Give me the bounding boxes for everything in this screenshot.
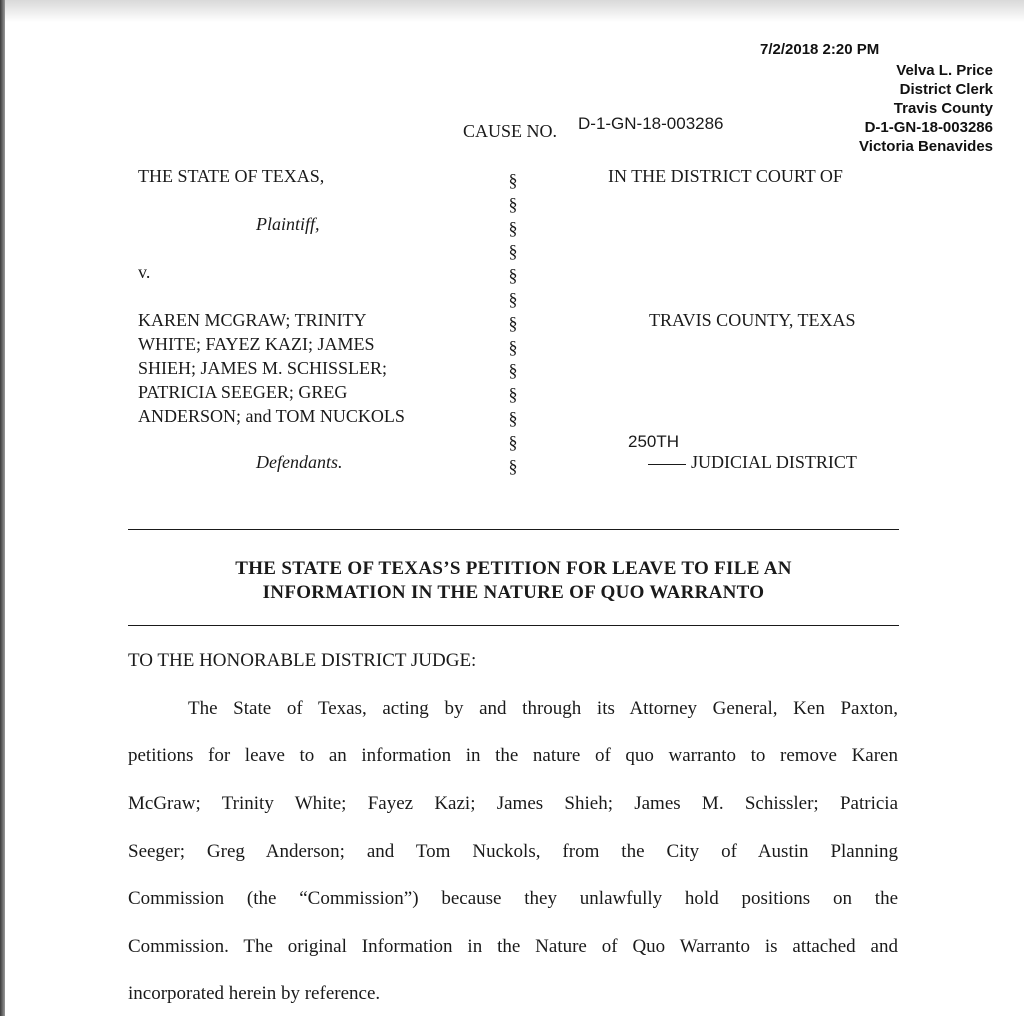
defendants-line: SHIEH; JAMES M. SCHISSLER;	[138, 358, 388, 378]
cause-number-label: CAUSE NO.	[463, 121, 558, 141]
filing-stamp	[859, 61, 993, 156]
document-title	[128, 557, 899, 605]
filing-stamp-county: Travis County	[893, 100, 993, 117]
cause-number-value: D-1-GN-18-003286	[578, 114, 724, 133]
defendants-line: PATRICIA SEEGER; GREG	[138, 382, 348, 402]
court-line: IN THE DISTRICT COURT OF	[608, 166, 843, 186]
section-symbol: §	[508, 384, 518, 405]
defendants-line: ANDERSON; and TOM NUCKOLS	[138, 406, 405, 426]
defendants-line: WHITE; FAYEZ KAZI; JAMES	[138, 334, 375, 354]
scan-top-shadow	[0, 0, 1024, 22]
filing-stamp-deputy: Victoria Benavides	[859, 138, 993, 155]
plaintiff-role: Plaintiff,	[256, 214, 320, 234]
defendants-list	[138, 308, 405, 428]
section-symbol: §	[508, 407, 518, 428]
section-symbol: §	[508, 193, 518, 214]
filing-stamp-clerk-title: District Clerk	[899, 81, 993, 98]
section-symbol: §	[508, 455, 518, 476]
section-symbol: §	[508, 241, 518, 262]
title-top-rule	[128, 529, 899, 530]
filing-stamp-cause-number: D-1-GN-18-003286	[864, 119, 993, 136]
scan-left-edge	[0, 0, 5, 1016]
section-symbol: §	[508, 431, 518, 452]
body-text-line: incorporated herein by reference.	[128, 983, 381, 1004]
section-symbol-column	[505, 169, 521, 478]
section-symbol: §	[508, 312, 518, 333]
body-text-line: McGraw; Trinity White; Fayez Kazi; James Shieh; James M. Schissler; Patricia	[128, 793, 898, 814]
salutation: TO THE HONORABLE DISTRICT JUDGE:	[128, 650, 477, 671]
judicial-district-label: JUDICIAL DISTRICT	[691, 452, 857, 472]
body-text-line: Seeger; Greg Anderson; and Tom Nuckols, from the City of Austin Planning	[128, 841, 898, 862]
title-bottom-rule	[128, 625, 899, 626]
body-text-line: The State of Texas, acting by and through its Attorney General, Ken Paxton,	[188, 698, 898, 719]
defendants-role: Defendants.	[256, 452, 343, 472]
section-symbol: §	[508, 288, 518, 309]
document-title-line: INFORMATION IN THE NATURE OF QUO WARRANTO	[262, 582, 765, 603]
body-text-line: Commission (the “Commission”) because they unlawfully hold positions on the	[128, 888, 898, 909]
judicial-district-line	[648, 452, 857, 473]
section-symbol: §	[508, 336, 518, 357]
district-blank-underline	[648, 464, 686, 465]
versus: v.	[138, 262, 151, 282]
body-text-line: petitions for leave to an information in the nature of quo warranto to remove Karen	[128, 745, 898, 766]
judicial-district-number: 250TH	[628, 432, 680, 451]
section-symbol: §	[508, 217, 518, 238]
section-symbol: §	[508, 360, 518, 381]
body-text-line: Commission. The original Information in the Nature of Quo Warranto is attached and	[128, 936, 898, 957]
defendants-line: KAREN MCGRAW; TRINITY	[138, 310, 367, 330]
filing-stamp-clerk-name: Velva L. Price	[896, 62, 993, 79]
document-title-line: THE STATE OF TEXAS’S PETITION FOR LEAVE TO FILE AN	[235, 558, 792, 579]
filing-stamp-datetime: 7/2/2018 2:20 PM	[760, 41, 880, 58]
section-symbol: §	[508, 265, 518, 286]
plaintiff-name: THE STATE OF TEXAS,	[138, 166, 325, 186]
section-symbol: §	[508, 170, 518, 190]
county-line: TRAVIS COUNTY, TEXAS	[649, 310, 856, 330]
